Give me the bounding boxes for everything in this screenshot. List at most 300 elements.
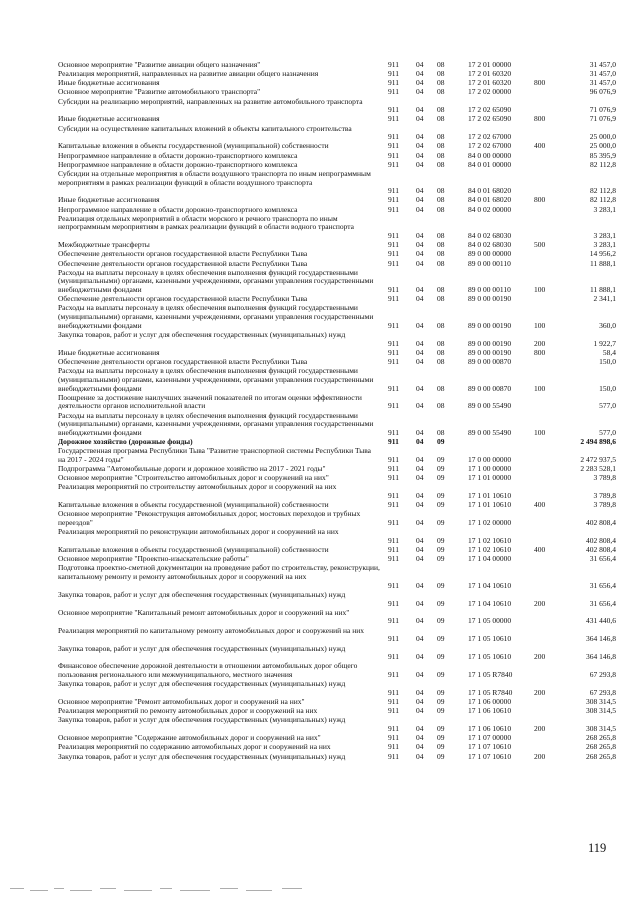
row-subsection-code: 09: [437, 518, 445, 528]
row-section-code: 04: [416, 518, 424, 528]
row-subsection-code: 08: [437, 357, 445, 366]
row-name: Капитальные вложения в объекты государственной (муниципальной) собственности: [58, 141, 329, 151]
row-target-code: 17 1 06 00000: [468, 697, 512, 707]
table-row: [0, 215, 640, 241]
row-amount: 577,0: [599, 427, 616, 437]
row-subsection-code: 08: [437, 401, 445, 411]
scan-mark: [220, 888, 238, 889]
row-name: Государственная программа Республики Тыва "Развитие транспортной системы Республики Тыва на 2017 - 2024 годы": [58, 446, 372, 464]
row-name: Обеспечение деятельности органов государственной власти Республики Тыва: [58, 249, 308, 259]
scan-mark: [180, 890, 210, 891]
row-expense-type: 200: [534, 598, 546, 608]
row-ministry-code: 911: [388, 491, 399, 501]
row-section-code: 04: [416, 195, 424, 205]
row-target-code: 84 0 02 00000: [468, 204, 512, 214]
row-target-code: 17 1 05 00000: [468, 616, 512, 626]
row-amount: 85 395,9: [589, 150, 616, 160]
table-row: [0, 645, 640, 662]
row-amount: 402 808,4: [586, 535, 616, 545]
row-ministry-code: 911: [388, 580, 399, 590]
row-target-code: 89 0 00 00870: [468, 357, 512, 366]
row-amount: 11 888,1: [590, 258, 616, 268]
table-row: [0, 528, 640, 545]
table-row: [0, 269, 640, 295]
row-ministry-code: 911: [388, 670, 399, 680]
row-target-code: 17 2 02 67000: [468, 141, 512, 151]
row-subsection-code: 08: [437, 186, 445, 196]
row-amount: 308 314,5: [586, 706, 616, 716]
row-subsection-code: 09: [437, 580, 445, 590]
row-name: Межбюджетные трансферты: [58, 240, 150, 250]
row-name: Иные бюджетные ассигнования: [58, 195, 160, 205]
row-subsection-code: 08: [437, 69, 445, 79]
row-ministry-code: 911: [388, 78, 399, 88]
row-target-code: 89 0 00 00870: [468, 383, 512, 393]
row-amount: 96 076,9: [589, 87, 616, 97]
row-expense-type: 200: [534, 724, 546, 734]
table-row: [0, 304, 640, 330]
row-expense-type: 400: [534, 141, 546, 151]
row-amount: 31 457,0: [589, 78, 616, 88]
scan-mark: [246, 890, 272, 891]
row-name: Закупка товаров, работ и услуг для обеспечения государственных (муниципальных) нужд: [58, 679, 346, 689]
row-target-code: 17 2 01 60320: [468, 78, 512, 88]
row-target-code: 89 0 00 55490: [468, 427, 512, 437]
row-amount: 71 076,9: [589, 114, 616, 124]
row-subsection-code: 08: [437, 150, 445, 160]
row-name: Основное мероприятие "Содержание автомобильных дорог и сооружений на них": [58, 733, 321, 743]
scan-mark: [10, 888, 24, 889]
row-target-code: 17 1 05 R7840: [468, 687, 513, 697]
table-row: [0, 564, 640, 590]
row-subsection-code: 09: [437, 545, 445, 555]
row-name: Непрограммное направление в области дорожно-транспортного комплекса: [58, 150, 298, 160]
row-amount: 31 457,0: [589, 69, 616, 79]
row-ministry-code: 911: [388, 347, 399, 357]
row-ministry-code: 911: [388, 285, 399, 295]
scan-mark: [54, 888, 64, 889]
row-section-code: 04: [416, 141, 424, 151]
row-section-code: 04: [416, 357, 424, 366]
row-amount: 1 922,7: [593, 338, 616, 348]
row-target-code: 17 1 01 10610: [468, 491, 512, 501]
table-row: [0, 680, 640, 697]
row-target-code: 89 0 00 00110: [468, 285, 511, 295]
row-name: Непрограммное направление в области дорожно-транспортного комплекса: [58, 204, 298, 214]
row-name: Обеспечение деятельности органов государственной власти Республики Тыва: [58, 294, 308, 304]
row-amount: 268 265,8: [586, 742, 616, 752]
row-name: Реализация мероприятий по ремонту автомобильных дорог и сооружений на них: [58, 706, 318, 716]
row-ministry-code: 911: [388, 427, 399, 437]
table-row: [0, 662, 640, 679]
row-target-code: 17 2 02 65090: [468, 105, 512, 115]
row-ministry-code: 911: [388, 320, 399, 330]
row-section-code: 04: [416, 598, 424, 608]
row-subsection-code: 08: [437, 383, 445, 393]
table-row: [0, 447, 640, 464]
row-section-code: 04: [416, 616, 424, 626]
row-name: Основное мероприятие "Строительство автомобильных дорог и сооружений на них": [58, 473, 329, 483]
row-ministry-code: 911: [388, 518, 399, 528]
page-number: 119: [588, 841, 607, 855]
row-subsection-code: 08: [437, 231, 445, 241]
row-subsection-code: 09: [437, 724, 445, 734]
row-ministry-code: 911: [388, 357, 399, 366]
row-target-code: 17 1 01 10610: [468, 500, 512, 510]
row-name: Капитальные вложения в объекты государственной (муниципальной) собственности: [58, 545, 329, 555]
row-section-code: 04: [416, 132, 424, 142]
row-section-code: 04: [416, 69, 424, 79]
row-ministry-code: 911: [388, 616, 399, 626]
row-expense-type: 400: [534, 500, 546, 510]
row-name: Субсидии на осуществление капитальных вложений в объекты капитального строительства: [58, 123, 352, 133]
row-section-code: 04: [416, 294, 424, 304]
row-section-code: 04: [416, 491, 424, 501]
row-amount: 360,0: [599, 320, 616, 330]
row-subsection-code: 09: [437, 473, 445, 483]
row-section-code: 04: [416, 742, 424, 752]
row-section-code: 04: [416, 87, 424, 97]
row-subsection-code: 09: [437, 733, 445, 743]
row-name: Основное мероприятие "Капитальный ремонт автомобильных дорог и сооружений на них": [58, 607, 350, 617]
row-ministry-code: 911: [388, 733, 399, 743]
row-amount: 268 265,8: [586, 751, 616, 761]
row-subsection-code: 08: [437, 249, 445, 259]
row-amount: 25 000,0: [589, 141, 616, 151]
row-section-code: 04: [416, 186, 424, 196]
row-target-code: 84 0 01 68020: [468, 186, 512, 196]
row-amount: 3 789,8: [593, 473, 616, 483]
row-ministry-code: 911: [388, 652, 399, 662]
table-row: [0, 331, 640, 348]
table-row: [0, 250, 640, 259]
row-subsection-code: 09: [437, 751, 445, 761]
row-expense-type: 100: [534, 383, 546, 393]
row-ministry-code: 911: [388, 105, 399, 115]
row-ministry-code: 911: [388, 383, 399, 393]
row-ministry-code: 911: [388, 294, 399, 304]
row-name: Расходы на выплаты персоналу в целях обеспечения выполнения функций государственными (муниципальными) органами, казенными учреждениями, органами управления государственными внебюджетными фондами: [58, 303, 374, 330]
row-expense-type: 100: [534, 427, 546, 437]
row-target-code: 17 2 01 00000: [468, 60, 512, 69]
row-section-code: 04: [416, 545, 424, 555]
row-target-code: 89 0 00 55490: [468, 401, 512, 411]
row-subsection-code: 08: [437, 141, 445, 151]
table-row: [0, 716, 640, 733]
row-amount: 14 956,2: [589, 249, 616, 259]
row-subsection-code: 08: [437, 347, 445, 357]
row-name: Расходы на выплаты персоналу в целях обеспечения выполнения функций государственными (муниципальными) органами, казенными учреждениями, органами управления государственными внебюджетными фондами: [58, 267, 374, 295]
table-row: [0, 88, 640, 97]
row-subsection-code: 09: [437, 535, 445, 545]
row-amount: 3 283,1: [593, 204, 616, 214]
row-amount: 67 293,8: [589, 670, 616, 680]
row-target-code: 84 0 02 68030: [468, 240, 512, 250]
row-subsection-code: 08: [437, 204, 445, 214]
row-amount: 2 341,1: [593, 294, 616, 304]
row-subsection-code: 09: [437, 706, 445, 716]
table-row: [0, 510, 640, 527]
row-subsection-code: 09: [437, 616, 445, 626]
row-subsection-code: 08: [437, 87, 445, 97]
row-target-code: 89 0 00 00190: [468, 338, 512, 348]
row-name: Иные бюджетные ассигнования: [58, 347, 160, 357]
row-section-code: 04: [416, 338, 424, 348]
row-section-code: 04: [416, 670, 424, 680]
table-row: [0, 170, 640, 196]
table-row: [0, 367, 640, 393]
row-ministry-code: 911: [388, 724, 399, 734]
row-target-code: 17 1 07 10610: [468, 742, 512, 752]
row-name: Реализация мероприятий, направленных на развитие авиации общего назначения: [58, 69, 319, 79]
row-section-code: 04: [416, 733, 424, 743]
table-row: [0, 206, 640, 215]
row-target-code: 17 1 05 R7840: [468, 670, 513, 680]
row-name: Подготовка проектно-сметной документации на проведение работ по строительству, реконструкции, капитальному ремонту и ремонту автомобильных дорог и сооружений на них: [58, 563, 380, 582]
row-ministry-code: 911: [388, 132, 399, 142]
row-name: Непрограммное направление в области дорожно-транспортного комплекса: [58, 159, 298, 169]
row-subsection-code: 08: [437, 427, 445, 437]
row-target-code: 17 2 02 67000: [468, 132, 512, 142]
row-name: Реализация мероприятий по строительству автомобильных дорог и сооружений на них: [58, 482, 337, 492]
row-section-code: 04: [416, 383, 424, 393]
row-name: Подпрограмма "Автомобильные дороги и дорожное хозяйство на 2017 - 2021 годы": [58, 464, 326, 474]
row-name: Расходы на выплаты персоналу в целях обеспечения выполнения функций государственными (муниципальными) органами, казенными учреждениями, органами управления государственными внебюджетными фондами: [58, 366, 374, 393]
scan-mark: [30, 890, 48, 891]
row-amount: 31 457,0: [589, 60, 616, 69]
row-subsection-code: 09: [437, 687, 445, 697]
row-ministry-code: 911: [388, 186, 399, 196]
row-ministry-code: 911: [388, 204, 399, 214]
table-row: [0, 591, 640, 608]
row-section-code: 04: [416, 114, 424, 124]
row-ministry-code: 911: [388, 706, 399, 716]
row-section-code: 04: [416, 231, 424, 241]
row-name: Реализация мероприятий по реконструкции автомобильных дорог и сооружений на них: [58, 527, 339, 537]
row-target-code: 17 1 00 00000: [468, 464, 512, 474]
row-amount: 82 112,8: [590, 186, 616, 196]
row-section-code: 04: [416, 500, 424, 510]
row-amount: 67 293,8: [589, 687, 616, 697]
row-subsection-code: 09: [437, 554, 445, 564]
row-amount: 2 472 937,5: [580, 454, 616, 464]
row-ministry-code: 911: [388, 437, 399, 447]
row-target-code: 89 0 00 00190: [468, 320, 512, 330]
row-ministry-code: 911: [388, 454, 399, 464]
row-amount: 431 440,6: [586, 616, 616, 626]
row-name: Финансовое обеспечение дорожной деятельности в отношении автомобильных дорог общего пользования регионального или межмуниципального, местного значения: [58, 661, 358, 680]
row-target-code: 84 0 01 68020: [468, 195, 512, 205]
row-subsection-code: 09: [437, 697, 445, 707]
row-amount: 3 283,1: [593, 231, 616, 241]
row-amount: 268 265,8: [586, 733, 616, 743]
row-ministry-code: 911: [388, 598, 399, 608]
row-ministry-code: 911: [388, 473, 399, 483]
row-section-code: 04: [416, 454, 424, 464]
row-amount: 58,4: [602, 347, 616, 357]
row-target-code: 17 1 01 00000: [468, 473, 512, 483]
row-ministry-code: 911: [388, 401, 399, 411]
table-row: [0, 260, 640, 269]
row-section-code: 04: [416, 751, 424, 761]
row-section-code: 04: [416, 204, 424, 214]
table-row: [0, 196, 640, 205]
row-expense-type: 400: [534, 545, 546, 555]
row-section-code: 04: [416, 464, 424, 474]
row-name: Иные бюджетные ассигнования: [58, 78, 160, 88]
row-name: Реализация мероприятий по капитальному ремонту автомобильных дорог и сооружений на них: [58, 625, 365, 635]
row-target-code: 84 0 01 00000: [468, 159, 512, 169]
row-amount: 82 112,8: [590, 159, 616, 169]
row-subsection-code: 08: [437, 159, 445, 169]
row-ministry-code: 911: [388, 240, 399, 250]
row-name: Закупка товаров, работ и услуг для обеспечения государственных (муниципальных) нужд: [58, 715, 346, 725]
row-target-code: 17 1 02 00000: [468, 518, 512, 528]
row-name: Закупка товаров, работ и услуг для обеспечения государственных (муниципальных) нужд: [58, 751, 346, 761]
row-target-code: 17 1 06 10610: [468, 706, 512, 716]
row-ministry-code: 911: [388, 150, 399, 160]
row-amount: 3 789,8: [593, 491, 616, 501]
row-section-code: 04: [416, 580, 424, 590]
row-subsection-code: 09: [437, 464, 445, 474]
row-section-code: 04: [416, 240, 424, 250]
row-target-code: 17 0 00 00000: [468, 454, 512, 464]
row-ministry-code: 911: [388, 545, 399, 555]
row-target-code: 89 0 00 00190: [468, 294, 512, 304]
row-name: Реализация отдельных мероприятий в области морского и речного транспорта по иным непрограммным мероприятиям в рамках реализации функций в области водного транспорта: [58, 213, 354, 232]
row-subsection-code: 08: [437, 114, 445, 124]
row-section-code: 04: [416, 706, 424, 716]
row-name: Обеспечение деятельности органов государственной власти Республики Тыва: [58, 357, 308, 366]
row-ministry-code: 911: [388, 159, 399, 169]
row-subsection-code: 09: [437, 670, 445, 680]
row-subsection-code: 09: [437, 742, 445, 752]
row-expense-type: 200: [534, 687, 546, 697]
row-amount: 402 808,4: [586, 545, 616, 555]
row-ministry-code: 911: [388, 687, 399, 697]
row-section-code: 04: [416, 105, 424, 115]
row-subsection-code: 08: [437, 320, 445, 330]
row-name: Закупка товаров, работ и услуг для обеспечения государственных (муниципальных) нужд: [58, 330, 346, 339]
row-ministry-code: 911: [388, 554, 399, 564]
row-section-code: 04: [416, 427, 424, 437]
row-name: Субсидии на отдельные мероприятия в области воздушного транспорта по иным непрограммным мероприятиям в рамках реализации функций в области воздушного транспорта: [58, 168, 371, 187]
row-ministry-code: 911: [388, 141, 399, 151]
row-target-code: 17 1 05 10610: [468, 634, 512, 644]
row-section-code: 04: [416, 285, 424, 295]
row-ministry-code: 911: [388, 114, 399, 124]
row-ministry-code: 911: [388, 634, 399, 644]
row-subsection-code: 08: [437, 78, 445, 88]
row-subsection-code: 09: [437, 500, 445, 510]
row-expense-type: 200: [534, 751, 546, 761]
row-target-code: 17 1 04 00000: [468, 554, 512, 564]
row-target-code: 84 0 02 68030: [468, 231, 512, 241]
row-expense-type: 800: [534, 114, 546, 124]
row-section-code: 04: [416, 401, 424, 411]
row-section-code: 04: [416, 724, 424, 734]
table-row: [0, 483, 640, 500]
row-expense-type: 800: [534, 195, 546, 205]
row-amount: 150,0: [599, 383, 616, 393]
row-target-code: 17 1 07 10610: [468, 751, 512, 761]
row-expense-type: 500: [534, 240, 546, 250]
row-subsection-code: 09: [437, 437, 445, 447]
table-row: [0, 142, 640, 151]
row-expense-type: 800: [534, 78, 546, 88]
row-ministry-code: 911: [388, 69, 399, 79]
row-ministry-code: 911: [388, 60, 399, 69]
row-ministry-code: 911: [388, 231, 399, 241]
row-ministry-code: 911: [388, 464, 399, 474]
row-section-code: 04: [416, 150, 424, 160]
row-subsection-code: 09: [437, 652, 445, 662]
row-ministry-code: 911: [388, 500, 399, 510]
row-target-code: 89 0 00 00110: [468, 258, 511, 268]
row-section-code: 04: [416, 687, 424, 697]
row-section-code: 04: [416, 554, 424, 564]
row-target-code: 17 1 04 10610: [468, 580, 512, 590]
row-target-code: 89 0 00 00190: [468, 347, 512, 357]
row-subsection-code: 09: [437, 491, 445, 501]
row-target-code: 17 2 02 00000: [468, 87, 512, 97]
row-section-code: 04: [416, 258, 424, 268]
scan-mark: [124, 890, 152, 891]
row-amount: 25 000,0: [589, 132, 616, 142]
row-amount: 308 314,5: [586, 724, 616, 734]
row-name: Основное мероприятие "Ремонт автомобильных дорог и сооружений на них": [58, 697, 305, 707]
row-ministry-code: 911: [388, 751, 399, 761]
row-expense-type: 200: [534, 338, 546, 348]
row-target-code: 17 1 06 10610: [468, 724, 512, 734]
row-subsection-code: 08: [437, 105, 445, 115]
row-subsection-code: 08: [437, 132, 445, 142]
row-expense-type: 100: [534, 285, 546, 295]
row-target-code: 17 1 02 10610: [468, 535, 512, 545]
row-target-code: 17 1 07 00000: [468, 733, 512, 743]
row-ministry-code: 911: [388, 87, 399, 97]
row-subsection-code: 09: [437, 454, 445, 464]
table-row: [0, 115, 640, 124]
row-name: Поощрение за достижение наилучших значений показателей по итогам оценки эффективности деятельности органов исполнительной власти: [58, 392, 362, 411]
row-section-code: 04: [416, 634, 424, 644]
row-amount: 308 314,5: [586, 697, 616, 707]
row-section-code: 04: [416, 535, 424, 545]
row-ministry-code: 911: [388, 249, 399, 259]
row-target-code: 17 1 02 10610: [468, 545, 512, 555]
row-amount: 3 283,1: [593, 240, 616, 250]
row-amount: 11 888,1: [590, 285, 616, 295]
row-name: Основное мероприятие "Реконструкция автомобильных дорог, мостовых переходов и трубных переездов": [58, 509, 361, 528]
row-ministry-code: 911: [388, 258, 399, 268]
row-expense-type: 100: [534, 320, 546, 330]
row-target-code: 17 2 01 60320: [468, 69, 512, 79]
row-amount: 31 656,4: [589, 598, 616, 608]
row-target-code: 17 1 04 10610: [468, 598, 512, 608]
row-section-code: 04: [416, 697, 424, 707]
row-subsection-code: 09: [437, 598, 445, 608]
row-section-code: 04: [416, 78, 424, 88]
row-name: Закупка товаров, работ и услуг для обеспечения государственных (муниципальных) нужд: [58, 643, 346, 653]
scan-edge-marks: [0, 886, 640, 894]
row-amount: 2 494 898,6: [580, 437, 616, 447]
table-row: [0, 627, 640, 644]
table-row: [0, 152, 640, 161]
row-name: Реализация мероприятий по содержанию автомобильных дорог и сооружений на них: [58, 742, 331, 752]
row-amount: 82 112,8: [590, 195, 616, 205]
row-ministry-code: 911: [388, 195, 399, 205]
scan-mark: [282, 888, 302, 889]
